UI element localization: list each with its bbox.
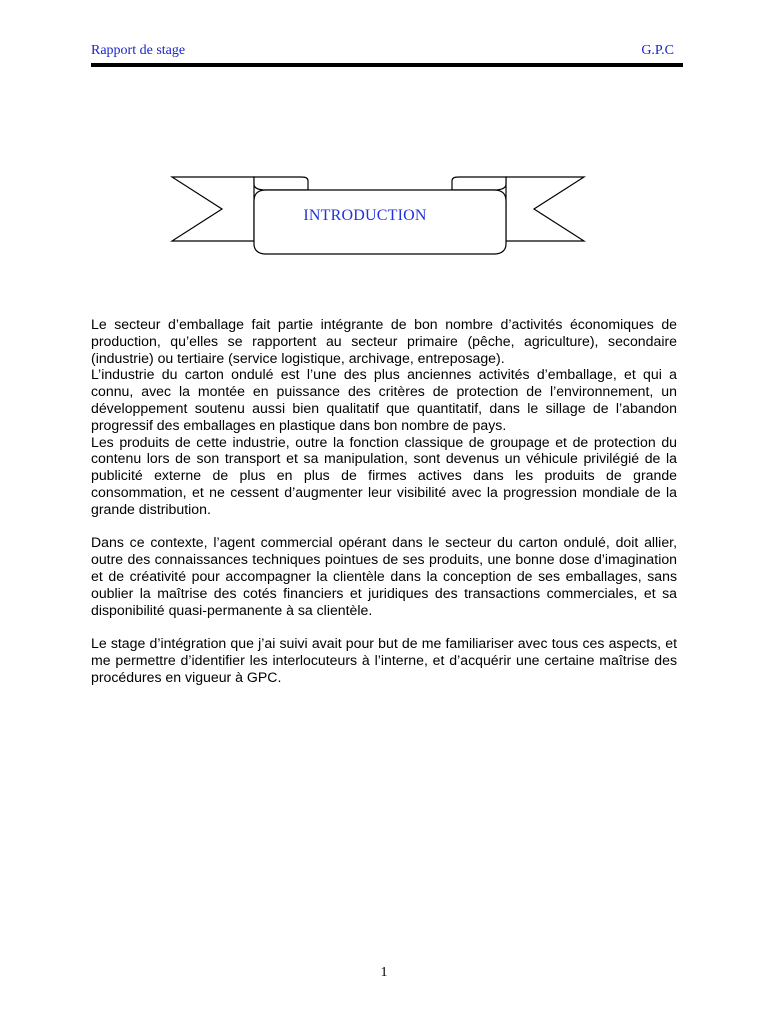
introduction-body bbox=[91, 316, 677, 686]
header-rule bbox=[91, 63, 683, 67]
header-report-title: Rapport de stage bbox=[91, 43, 186, 58]
paragraph-1: Le secteur d’emballage fait partie intégrante de bon nombre d’activités économiques de production, qu’elles se rapportent au secteur primaire (pêche, agriculture), secondaire (industrie) ou tertiaire (service logistique, archivage, entreposage). bbox=[91, 316, 677, 366]
paragraph-4: Dans ce contexte, l’agent commercial opérant dans le secteur du carton ondulé, doit allier, outre des connaissances techniques pointues de ses produits, une bonne dose d’imagination et de créativité pour accompagner la clientèle dans la conception de ses emballages, sans oublier la maîtrise des cotés financiers et juridiques des transactions commerciales, et sa disponibilité quasi-permanente à sa clientèle. bbox=[91, 534, 677, 618]
paragraph-5: Le stage d’intégration que j’ai suivi avait pour but de me familiariser avec tous ces aspects, et me permettre d’identifier les interlocuteurs à l’interne, et d’acquérir une certaine maîtrise des procédures en vigueur à GPC. bbox=[91, 635, 677, 685]
ribbon-right-tail bbox=[506, 177, 584, 241]
page-number: 1 bbox=[380, 965, 388, 980]
ribbon-left-tail bbox=[172, 177, 254, 241]
ribbon-right-curl bbox=[452, 177, 506, 190]
paragraph-3: Les produits de cette industrie, outre la fonction classique de groupage et de protection du contenu lors de son transport et sa manipulation, sont devenus un véhicule privilégié de la publicité externe de plus en plus de firmes actives dans les produits de grande consommation, et ne cessent d’augmenter leur visibilité avec la progression mondiale de la grande distribution. bbox=[91, 433, 677, 517]
page-header bbox=[91, 43, 683, 61]
paragraph-2: L’industrie du carton ondulé est l’une des plus anciennes activités d’emballage, et qui a connu, avec la montée en puissance des critères de protection de l’environnement, un développement soutenu aussi bien qualitatif que quantitatif, dans le sillage de l’abandon progressif des emballages en plastique dans bon nombre de pays. bbox=[91, 366, 677, 433]
header-company: G.P.C bbox=[641, 43, 674, 58]
ribbon-left-curl bbox=[254, 177, 308, 190]
introduction-heading: INTRODUCTION bbox=[303, 207, 427, 224]
